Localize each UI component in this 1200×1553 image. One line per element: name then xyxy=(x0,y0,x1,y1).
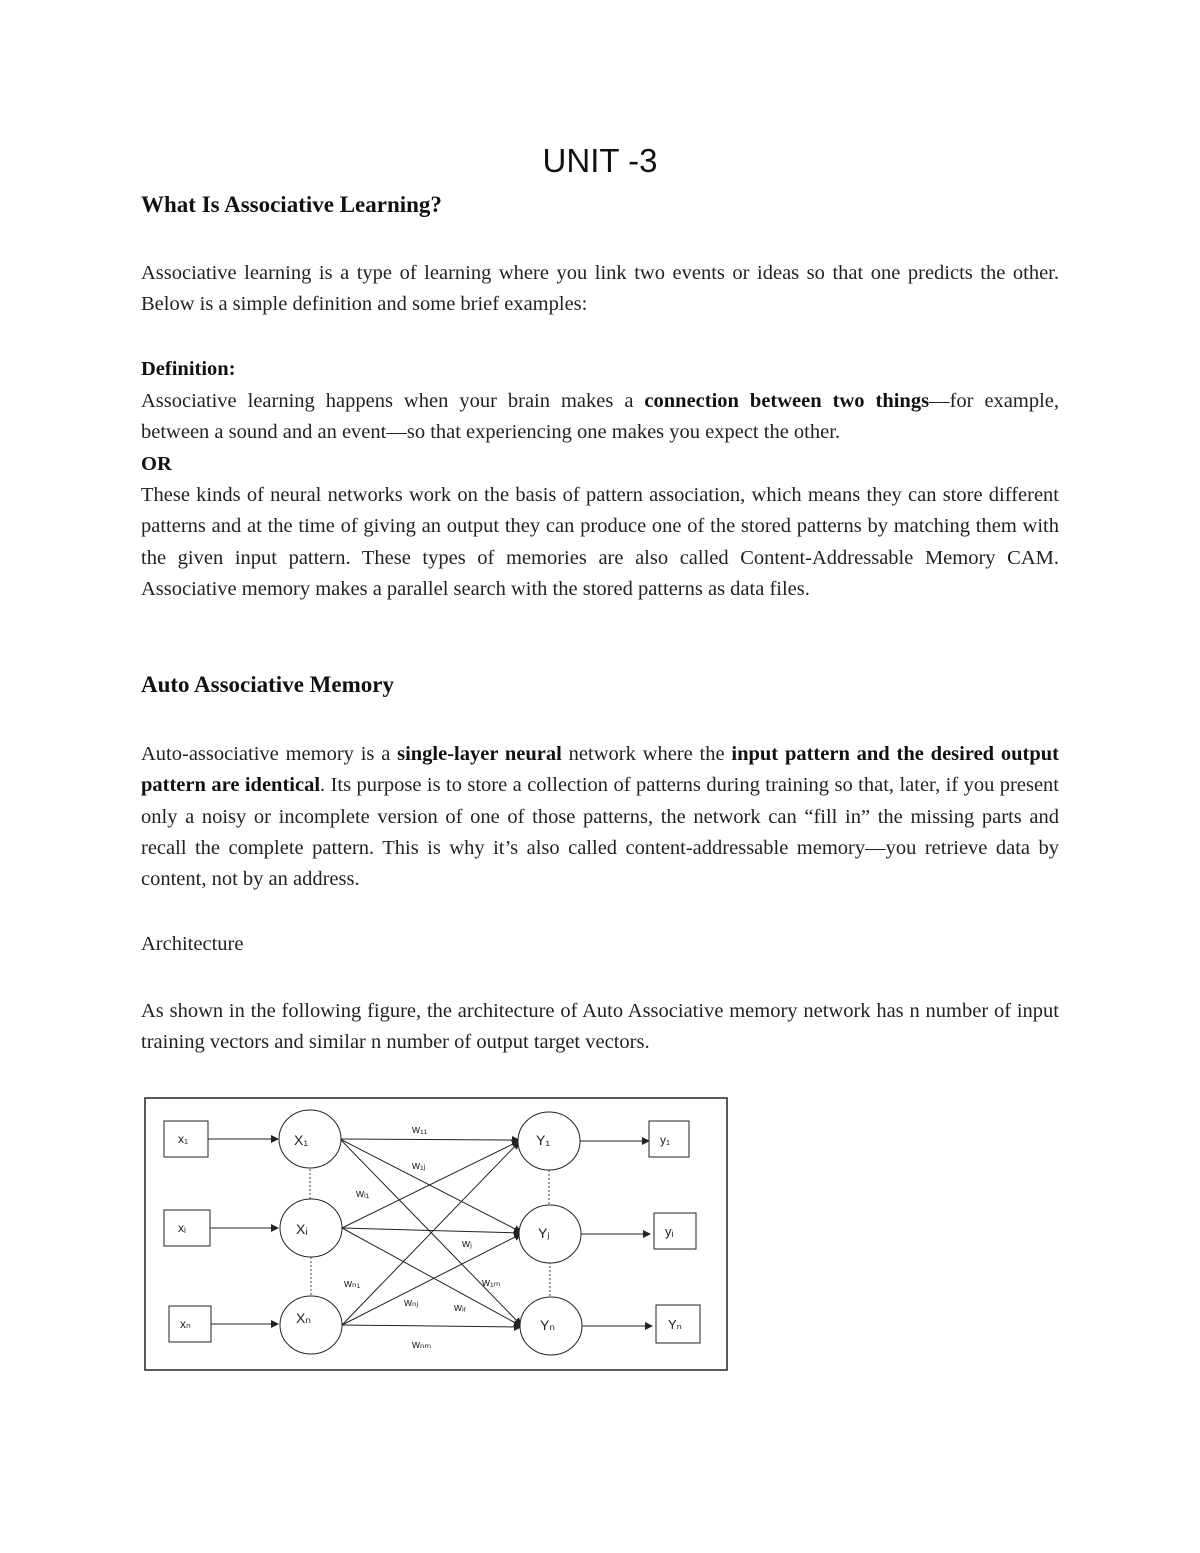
input-label-n: xₙ xyxy=(180,1317,191,1331)
section-heading-auto-associative: Auto Associative Memory xyxy=(141,672,394,697)
input-box-i xyxy=(164,1210,210,1246)
weight-label-wi1: wᵢ₁ xyxy=(356,1188,370,1200)
definition-text-bold: connection between two things xyxy=(644,390,930,412)
output-node-label-1: Y₁ xyxy=(536,1132,551,1148)
output-node-label-j: Yⱼ xyxy=(538,1225,550,1241)
input-label-i: xᵢ xyxy=(178,1221,186,1235)
auto-associative-paragraph xyxy=(141,739,1059,895)
output-label-n: Yₙ xyxy=(668,1317,682,1332)
intro-paragraph: Associative learning is a type of learning where you link two events or ideas so that one predicts the other. Below is a simple definition and some brief examples: xyxy=(141,262,1059,316)
definition-label: Definition: xyxy=(141,358,236,380)
input-node-label-i: Xᵢ xyxy=(296,1221,308,1237)
input-node-label-n: Xₙ xyxy=(296,1310,311,1326)
auto-associative-network-figure xyxy=(144,1097,728,1371)
weight-label-wnj: wₙⱼ xyxy=(404,1297,419,1309)
section-heading-associative-learning: What Is Associative Learning? xyxy=(141,192,442,217)
input-node-n xyxy=(280,1296,342,1354)
weight-label-w11: w₁₁ xyxy=(412,1124,428,1136)
input-node-label-1: X₁ xyxy=(294,1132,309,1148)
architecture-label: Architecture xyxy=(141,933,244,955)
architecture-paragraph: As shown in the following figure, the architecture of Auto Associative memory network has n number of input training vectors and similar n number of output target vectors. xyxy=(141,1000,1059,1054)
page-title: UNIT -3 xyxy=(542,142,658,179)
or-label: OR xyxy=(141,453,172,475)
output-box-i xyxy=(654,1213,696,1249)
aam-text-mid: network where the xyxy=(561,743,732,765)
weight-label-wir: wᵢᵣ xyxy=(454,1302,467,1314)
aam-text-post: . Its purpose is to store a collection of patterns during training so that, later, if you present only a noisy or incomplete version of one of those patterns, the network can “fill in” the missing parts and recall the complete pattern. This is why it’s also called content-addressable memory—you retrieve data by content, not by an address. xyxy=(141,774,1059,891)
output-label-i: yᵢ xyxy=(665,1224,674,1239)
definition-text-post: —for example, between a sound and an event—so that experiencing one makes you expect the other. xyxy=(141,390,1060,444)
neural-network-paragraph: These kinds of neural networks work on the basis of pattern association, which means they can store different patterns and at the time of giving an output they can produce one of the stored patterns by matching them with the given input pattern. These types of memories are also called Content-Addressable Memory CAM. Associative memory makes a parallel search with the stored patterns as data files. xyxy=(141,484,1059,600)
output-label-1: y₁ xyxy=(660,1133,671,1147)
weight-label-wn1: wₙ₁ xyxy=(344,1278,361,1290)
output-node-label-n: Yₙ xyxy=(540,1317,555,1333)
input-label-1: x₁ xyxy=(178,1132,189,1146)
input-node-1 xyxy=(279,1110,341,1168)
aam-text-pre: Auto-associative memory is a xyxy=(141,743,398,765)
definition-paragraph xyxy=(141,386,1059,449)
output-node-j xyxy=(519,1205,581,1263)
aam-text-bold2: input pattern and the desired output pattern are identical xyxy=(141,743,1059,797)
weight-label-w1j: w₁ⱼ xyxy=(412,1160,426,1172)
weight-label-wnm: wₙₘ xyxy=(412,1339,432,1351)
input-node-i xyxy=(280,1199,342,1257)
weight-label-wj: wⱼ xyxy=(462,1238,472,1250)
aam-text-bold1: single-layer neural xyxy=(397,743,562,765)
weight-label-w1m: w₁ₘ xyxy=(482,1277,501,1289)
definition-text-pre: Associative learning happens when your brain makes a xyxy=(141,390,645,412)
